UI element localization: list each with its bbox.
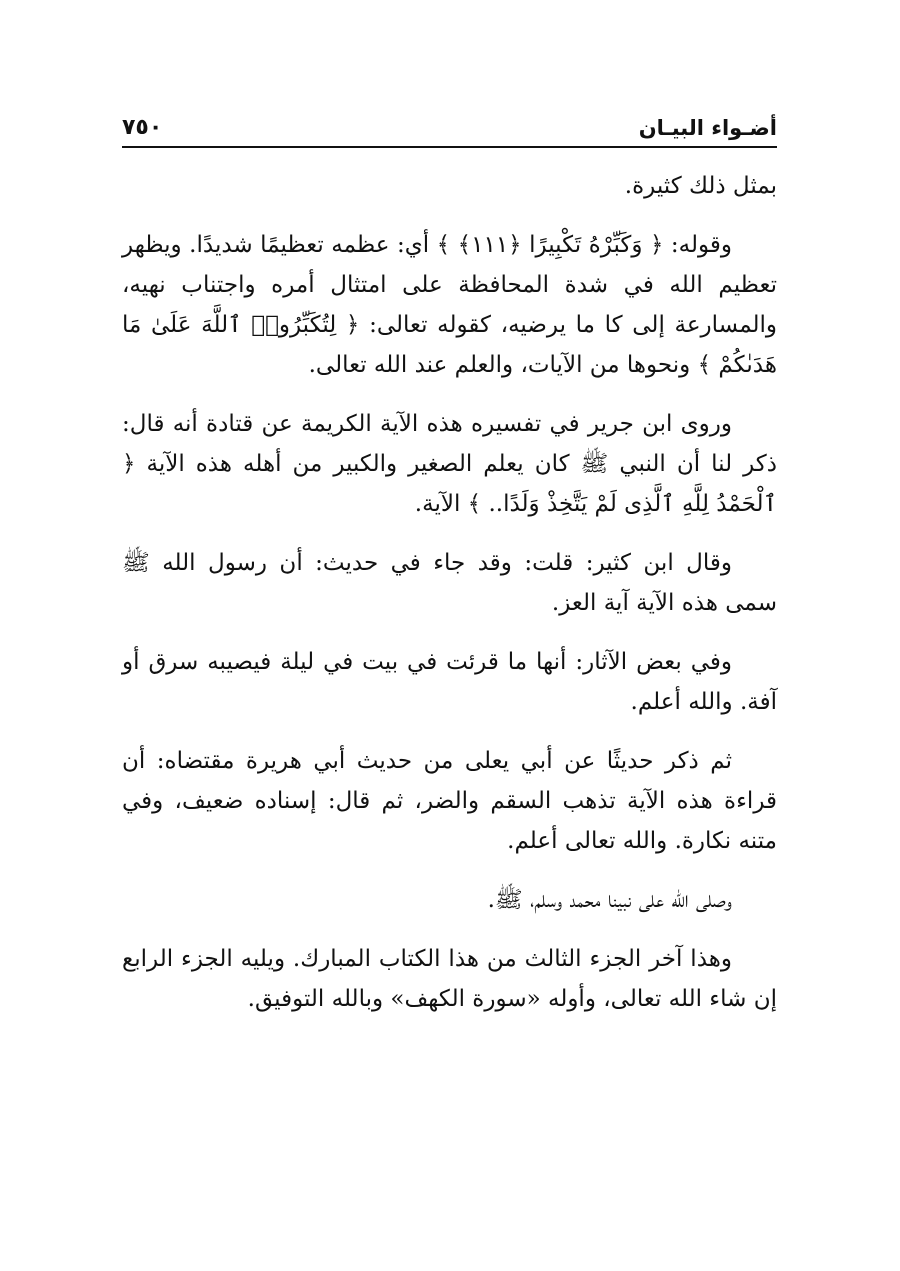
page-number: ٧٥٠	[122, 115, 163, 140]
paragraph: وهذا آخر الجزء الثالث من هذا الكتاب المبارك. ويليه الجزء الرابع إن شاء الله تعالى، وأوله «سورة الكهف» وبالله التوفيق.	[122, 946, 777, 1012]
paragraph: وصلى الله على نبينا محمد وسلم، ﷺ.	[487, 887, 732, 913]
paragraph: وقال ابن كثير: قلت: وقد جاء في حديث: أن رسول الله ﷺ سمى هذه الآية آية العز.	[122, 550, 777, 616]
paragraph: وروى ابن جرير في تفسيره هذه الآية الكريمة عن قتادة أنه قال: ذكر لنا أن النبي ﷺ كان يعلم الصغير والكبير من أهله هذه الآية ﴿ ٱلْحَمْدُ لِلَّهِ ٱلَّذِى لَمْ يَتَّخِذْ وَلَدًا.. ﴾ الآية.	[122, 411, 777, 517]
book-title: أضـواء البيـان	[638, 116, 777, 140]
paragraph: بمثل ذلك كثيرة.	[624, 173, 777, 199]
page-body	[122, 166, 777, 1019]
running-header	[122, 100, 777, 148]
paragraph: وقوله: ﴿ وَكَبِّرْهُ تَكْبِيرًا ﴿١١١﴾ ﴾ أي: عظمه تعظيمًا شديدًا. ويظهر تعظيم الله في شدة المحافظة على امتثال أمره واجتناب نهيه، والمسارعة إلى كا ما يرضيه، كقوله تعالى: ﴿ لِتُكَبِّرُوا۟ ٱللَّهَ عَلَىٰ مَا هَدَىٰكُمْ ﴾ ونحوها من الآيات، والعلم عند الله تعالى.	[122, 232, 777, 378]
paragraph: ثم ذكر حديثًا عن أبي يعلى من حديث أبي هريرة مقتضاه: أن قراءة هذه الآية تذهب السقم والضر، ثم قال: إسناده ضعيف، وفي متنه نكارة. والله تعالى أعلم.	[122, 748, 777, 854]
paragraph: وفي بعض الآثار: أنها ما قرئت في بيت في ليلة فيصيبه سرق أو آفة. والله أعلم.	[122, 649, 777, 715]
book-page	[122, 100, 777, 1038]
